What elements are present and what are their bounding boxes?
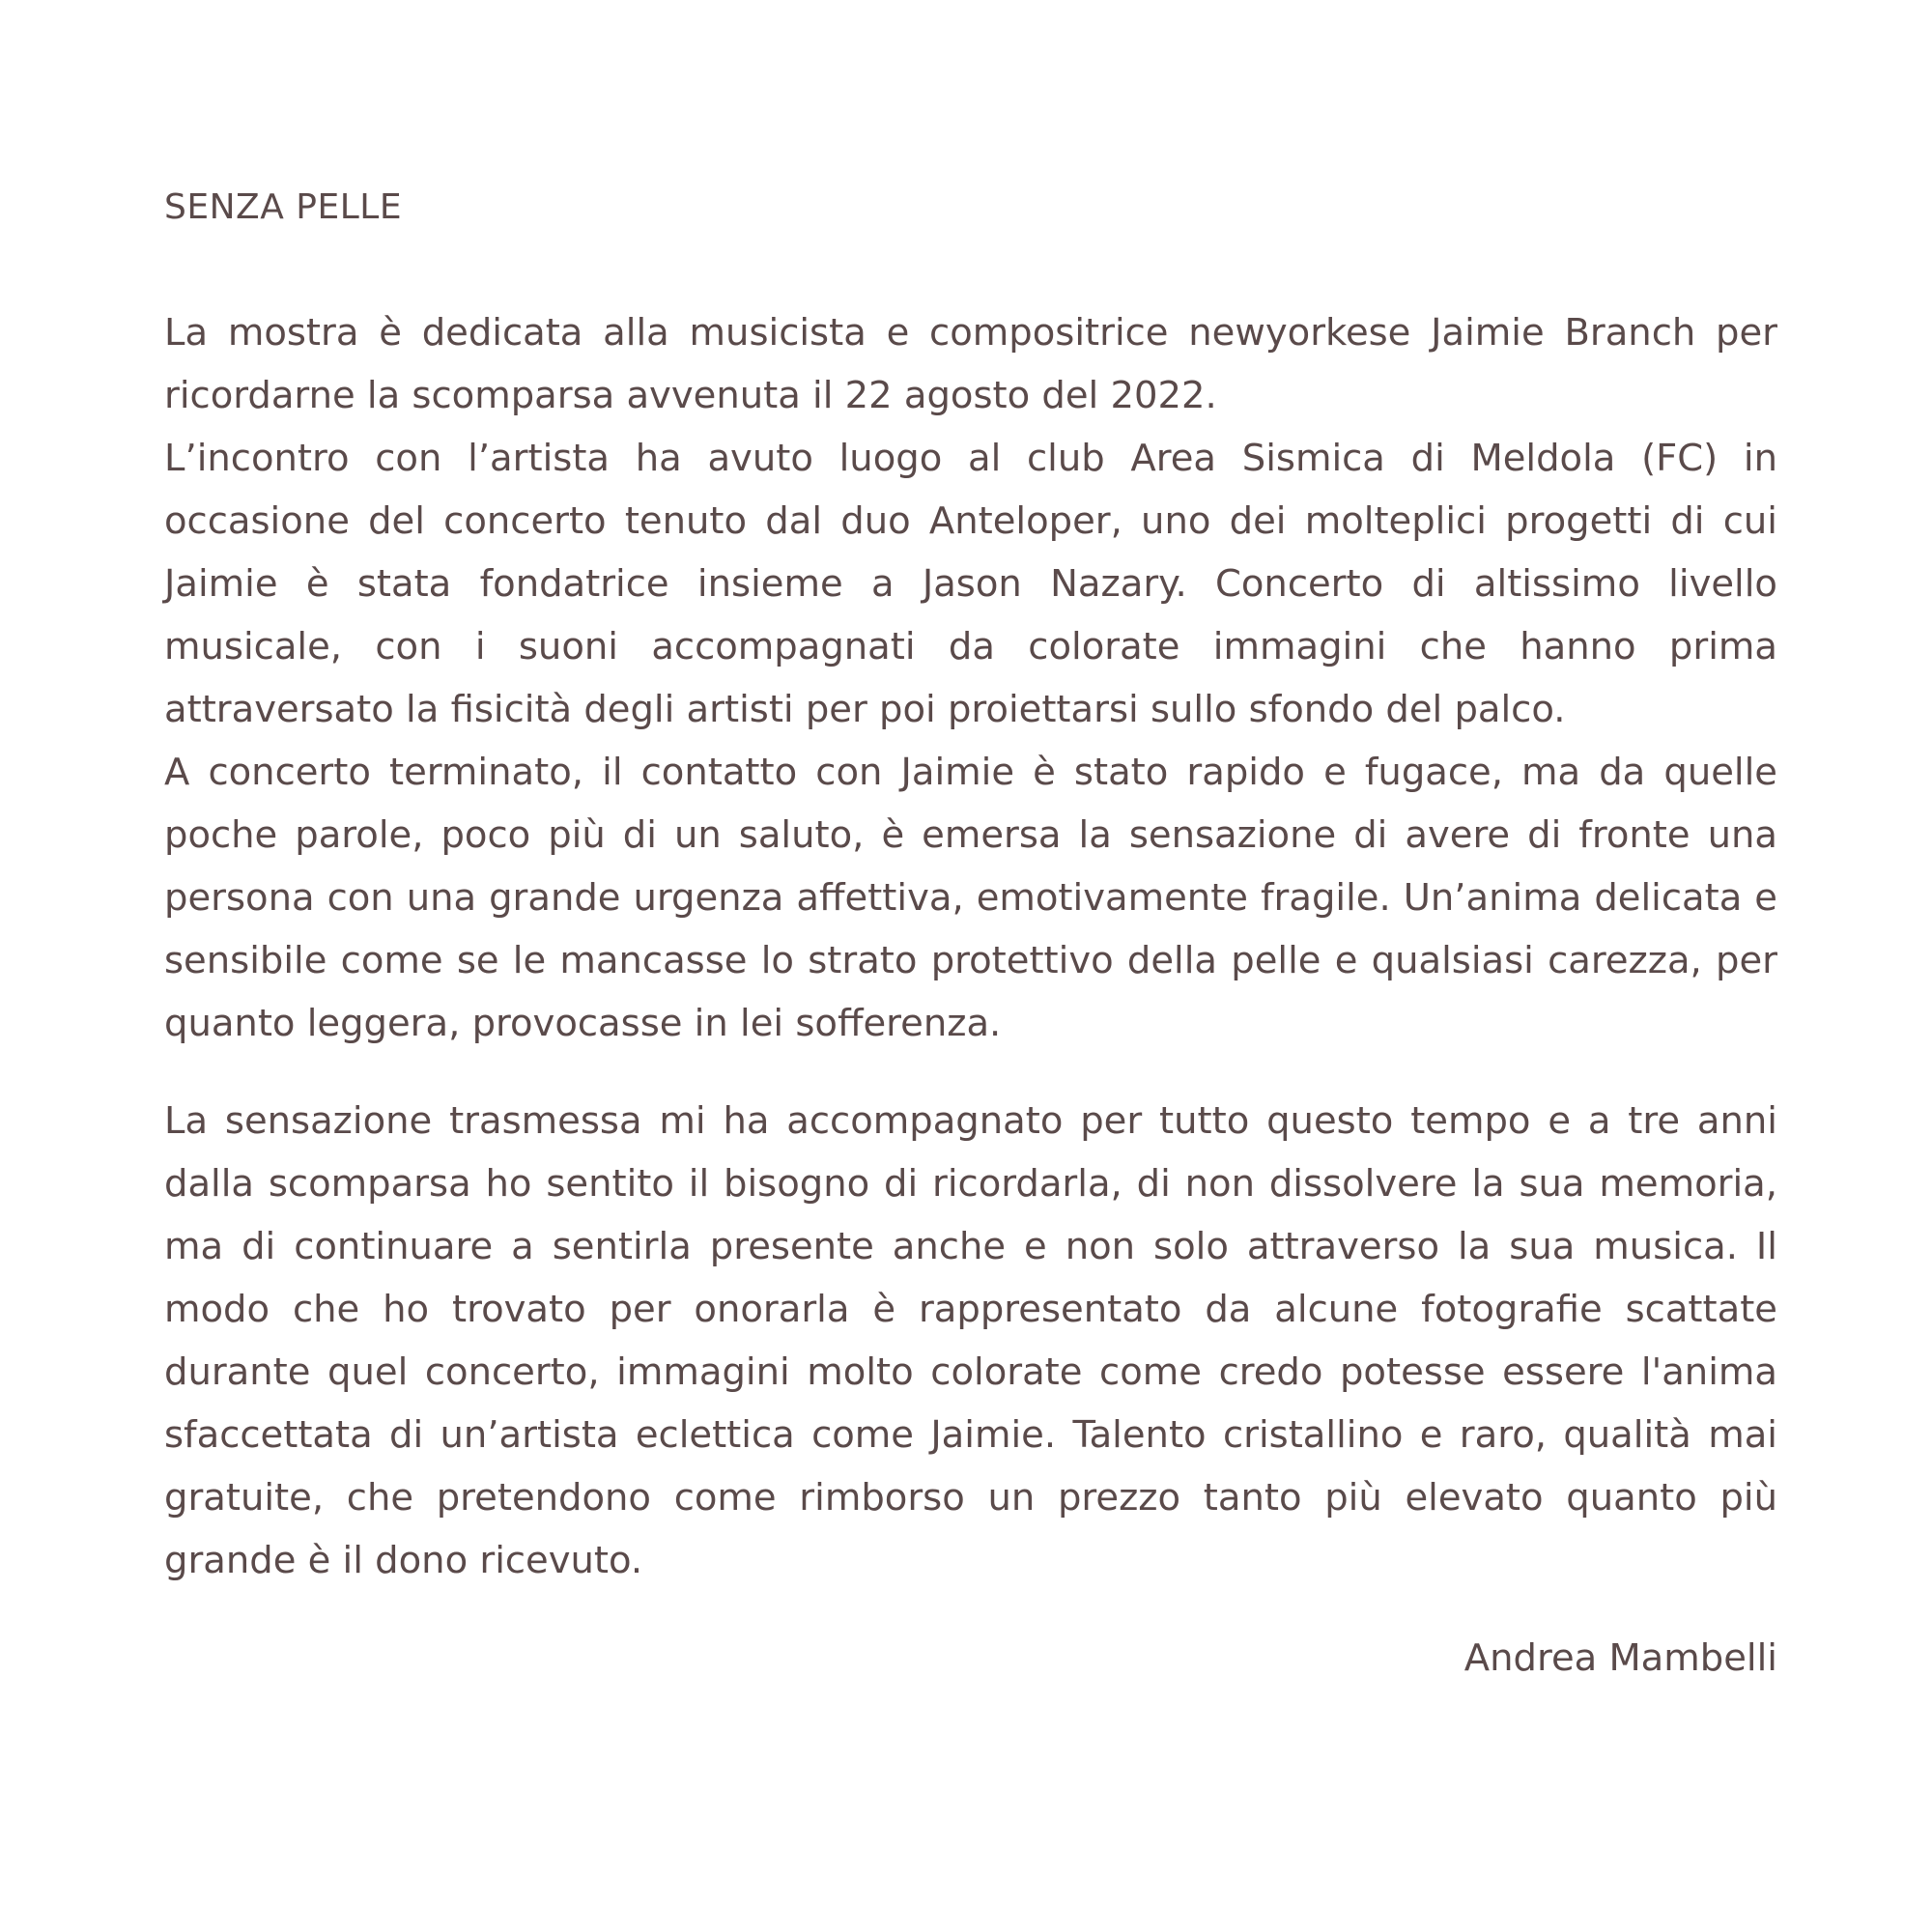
paragraph-1-sentence-2: L’incontro con l’artista ha avuto luogo al club Area Sismica di Meldola (FC) in occasione del concerto tenuto dal duo Anteloper, uno dei molteplici progetti di cui Jaimie è stata fondatrice insieme a Jason Nazary. Concerto di altissimo livello musicale, con i suoni accompagnati da colorate immagini che hanno prima attraversato la fisicità degli artisti per poi proiettarsi sullo sfondo del palco.	[164, 437, 1777, 731]
paragraph-2	[164, 1090, 1777, 1592]
paragraph-1	[164, 301, 1777, 1055]
paragraph-2-text: La sensazione trasmessa mi ha accompagnato per tutto questo tempo e a tre anni dalla scomparsa ho sentito il bisogno di ricordarla, di non dissolvere la sua memoria, ma di continuare a sentirla presente anche e non solo attraverso la sua musica. Il modo che ho trovato per onorarla è rappresentato da alcune fotografie scattate durante quel concerto, immagini molto colorate come credo potesse essere l'anima sfaccettata di un’artista eclettica come Jaimie. Talento cristallino e raro, qualità mai gratuite, che pretendono come rimborso un prezzo tanto più elevato quanto più grande è il dono ricevuto.	[164, 1099, 1777, 1582]
document-title: SENZA PELLE	[164, 187, 403, 227]
document-page	[164, 184, 1777, 1690]
author-signature: Andrea Mambelli	[1463, 1636, 1777, 1680]
paragraph-1-sentence-3: A concerto terminato, il contatto con Jaimie è stato rapido e fugace, ma da quelle poche parole, poco più di un saluto, è emersa la sensazione di avere di fronte una persona con una grande urgenza affettiva, emotivamente fragile. Un’anima delicata e sensibile come se le mancasse lo strato protettivo della pelle e qualsiasi carezza, per quanto leggera, provocasse in lei sofferenza.	[164, 751, 1777, 1045]
paragraph-1-sentence-1: La mostra è dedicata alla musicista e compositrice newyorkese Jaimie Branch per ricordarne la scomparsa avvenuta il 22 agosto del 2022.	[164, 311, 1777, 417]
